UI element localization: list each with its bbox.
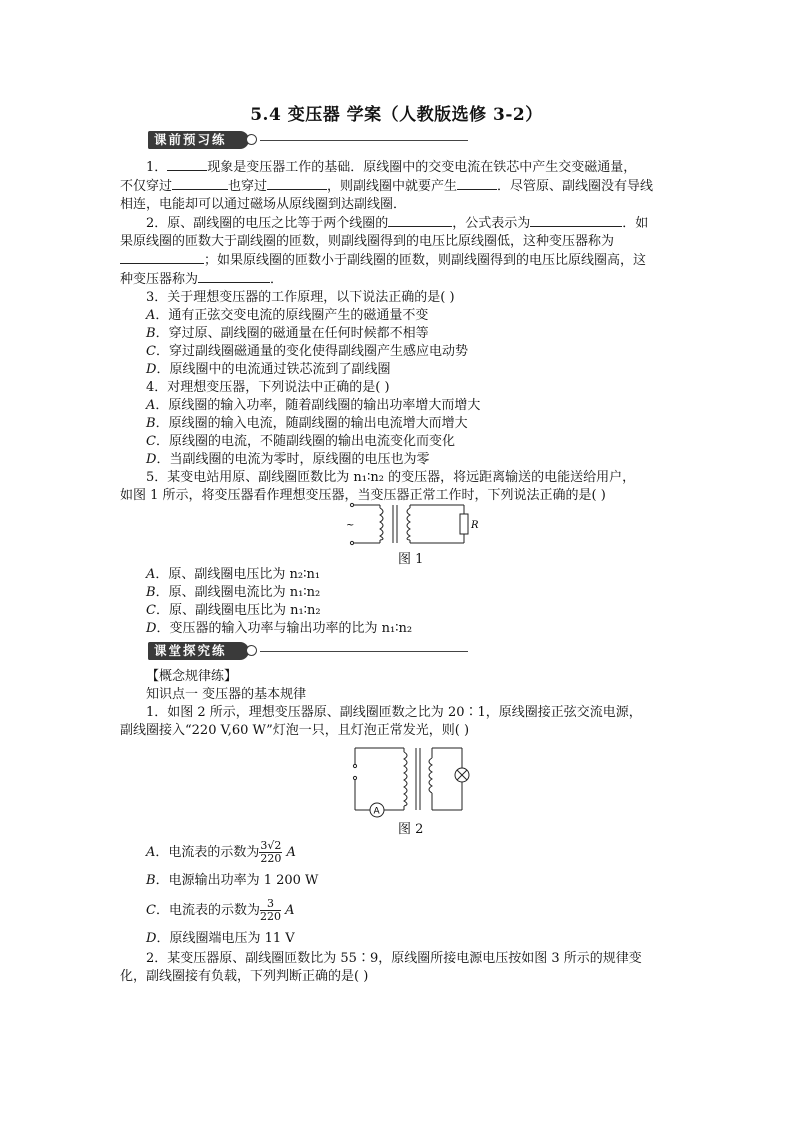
section-header-classroom xyxy=(148,641,468,661)
pre-q4: 4．对理想变压器，下列说法中正确的是( ) xyxy=(146,380,390,395)
pre-q2-line3: ；如果原线圈的匝数小于副线圈的匝数，则副线圈得到的电压比原线圈高，这 xyxy=(120,251,675,270)
section-tag-classroom: 课堂探究练 xyxy=(148,642,249,660)
pre-q5-option-d: D．变压器的输入功率与输出功率的比为 n₁∶n₂ xyxy=(146,621,413,636)
pre-q4-option-c: C．原线圈的电流，不随副线圈的输出电流变化而变化 xyxy=(146,434,455,449)
cls-q1-options xyxy=(120,838,675,986)
pre-q2-line1: 2．原、副线圈的电压之比等于两个线圈的 ，公式表示为 ．如 xyxy=(146,216,649,231)
pre-q1-line3: 相连，电能却可以通过磁场从原线圈到达副线圈． xyxy=(120,197,407,212)
page-title: 5.4 变压器 学案（人教版选修 3-2） xyxy=(250,105,543,125)
cls-q1-option-a: A．电流表的示数为 $\frac{3√2}{220}$ A xyxy=(146,839,296,865)
figure-1-circuit xyxy=(340,498,479,548)
cls-q1-option-d: D．原线圈端电压为 11 V xyxy=(146,931,295,946)
section-header-preview xyxy=(148,130,468,150)
figure-1-caption: 图 1 xyxy=(398,552,424,567)
pre-q5-option-a: A．原、副线圈电压比为 n₂∶n₁ xyxy=(146,567,321,582)
concept-heading: 【概念规律练】 xyxy=(146,669,238,684)
pre-q3-option-b: B．穿过原、副线圈的磁通量在任何时候都不相等 xyxy=(146,326,429,341)
pre-q3-option-a: A．通有正弦交变电流的原线圈产生的磁通量不变 xyxy=(146,308,429,323)
pre-q1-line2: 不仅穿过 也穿过 ，则副线圈中就要产生 ．尽管原、副线圈没有导线 xyxy=(120,179,654,194)
figure-2-circuit xyxy=(346,744,472,817)
pre-q5-options xyxy=(120,566,675,638)
pre-q3-option-c: C．穿过副线圈磁通量的变化使得副线圈产生感应电动势 xyxy=(146,344,468,359)
pre-q2-line4: 种变压器称为 ． xyxy=(120,272,284,287)
preview-questions xyxy=(120,158,675,505)
pre-q5-line2: 如图 1 所示，将变压器看作理想变压器，当变压器正常工作时，下列说法正确的是( ) xyxy=(120,488,606,503)
figure-2-caption: 图 2 xyxy=(398,822,424,837)
figure-1-resistor-label: R xyxy=(471,520,479,531)
cls-q1-option-b: B．电源输出功率为 1 200 W xyxy=(146,873,319,888)
pre-q4-option-b: B．原线圈的输入电流，随副线圈的输出电流增大而增大 xyxy=(146,416,468,431)
section-dot-icon xyxy=(246,645,257,656)
cls-q1-option-c: C．电流表的示数为 $\frac{3}{220}$ A xyxy=(146,897,295,923)
pre-q4-option-d: D．当副线圈的电流为零时，原线圈的电压也为零 xyxy=(146,452,430,467)
pre-q2-line2: 果原线圈的匝数大于副线圈的匝数，则副线圈得到的电压比原线圈低，这种变压器称为 xyxy=(120,234,615,249)
section-tag-preview: 课前预习练 xyxy=(148,131,249,149)
knowledge-point-1: 知识点一 变压器的基本规律 xyxy=(146,687,307,702)
pre-q5-option-c: C．原、副线圈电压比为 n₁∶n₂ xyxy=(146,603,321,618)
cls-q1-line1: 1．如图 2 所示，理想变压器原、副线圈匝数之比为 20∶1，原线圈接正弦交流电源， xyxy=(146,705,642,720)
pre-q4-option-a: A．原线圈的输入功率，随着副线圈的输出功率增大而增大 xyxy=(146,398,481,413)
pre-q1-line1: 1． 现象是变压器工作的基础．原线圈中的交变电流在铁芯中产生交变磁通量， xyxy=(146,160,637,175)
section-dot-icon xyxy=(246,134,257,145)
pre-q5-line1: 5．某变电站用原、副线圈匝数比为 n₁∶n₂ 的变压器，将远距离输送的电能送给用户， xyxy=(146,470,636,485)
ammeter-label: A xyxy=(373,806,380,817)
figure-1-source-symbol: ~ xyxy=(346,520,355,531)
fraction-a: $\frac{3√2}{220}$ xyxy=(260,839,282,865)
section-divider xyxy=(260,140,468,141)
classroom-questions xyxy=(120,668,675,740)
section-divider xyxy=(260,651,468,652)
cls-q2-line1: 2．某变压器原、副线圈匝数比为 55∶9，原线圈所接电源电压按如图 3 所示的规律变 xyxy=(146,951,642,966)
pre-q5-option-b: B．原、副线圈电流比为 n₁∶n₂ xyxy=(146,585,321,600)
cls-q2-line2: 化，副线圈接有负载，下列判断正确的是( ) xyxy=(120,969,369,984)
fraction-c: $\frac{3}{220}$ xyxy=(259,897,281,923)
pre-q3-option-d: D．原线圈中的电流通过铁芯流到了副线圈 xyxy=(146,362,391,377)
pre-q3: 3．关于理想变压器的工作原理，以下说法正确的是( ) xyxy=(146,290,455,305)
cls-q1-line2: 副线圈接入“220 V,60 W”灯泡一只，且灯泡正常发光，则( ) xyxy=(120,723,470,738)
